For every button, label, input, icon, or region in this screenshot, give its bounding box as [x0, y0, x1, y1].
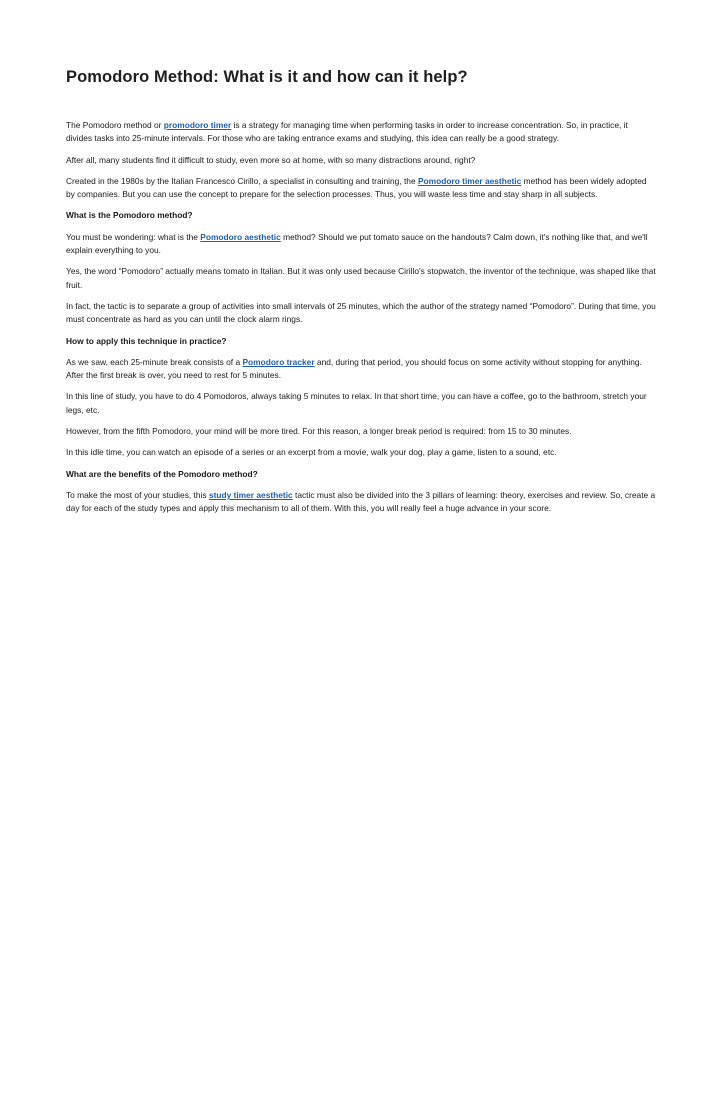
link-pomodoro-tracker[interactable]: Pomodoro tracker [242, 356, 315, 367]
paragraph-text: The Pomodoro method or [66, 120, 164, 130]
paragraph-text: and, during that period, you should focus on some activity without stopping for anything. After the first break is over, you need to rest for 5 minutes. [66, 356, 642, 381]
section-heading-what-is: What is the Pomodoro method? [66, 210, 193, 221]
paragraph-four-pomodoros: In this line of study, you have to do 4 Pomodoros, always taking 5 minutes to relax. In that short time, you can have a coffee, go to the bathroom, stretch your legs, etc. [66, 391, 647, 415]
paragraph-text: Created in the 1980s by the Italian Francesco Cirillo, a specialist in consulting and training, the [66, 175, 418, 186]
paragraph-text: method has been widely adopted by companies. But you can use the concept to prepare for the selection processes. Thus, you will waste less time and stay sharp in all subjects. [66, 175, 647, 200]
page-title: Pomodoro Method: What is it and how can it help? [66, 68, 468, 86]
document-page [66, 0, 656, 524]
paragraph-distractions: After all, many students find it difficult to study, even more so at home, with so many distractions around, right? [66, 154, 476, 165]
paragraph-text: You must be wondering: what is the [66, 231, 201, 242]
paragraph-text: tactic must also be divided into the 3 pillars of learning: theory, exercises and review. So, create a day for each of the study types and apply this mechanism to all of them. With this, you will really feel a huge advance in your score. [66, 489, 656, 514]
paragraph-text: To make the most of your studies, this [66, 489, 209, 500]
link-pomodoro-aesthetic[interactable]: Pomodoro aesthetic [200, 231, 281, 242]
paragraph-tomato: Yes, the word “Pomodoro” actually means tomato in Italian. But it was only used because Cirillo's stopwatch, the inventor of the technique, was shaped like that fruit. [66, 266, 656, 290]
paragraph-text: As we saw, each 25-minute break consists of a [66, 356, 243, 367]
paragraph-intervals: In fact, the tactic is to separate a group of activities into small intervals of 25 minutes, which the author of the strategy named “Pomodoro”. During that time, you must concentrate as hard as you can until the clock alarm rings. [66, 300, 656, 325]
link-pomodoro-timer-aesthetic[interactable]: Pomodoro timer aesthetic [417, 175, 522, 186]
paragraph-wondering [66, 231, 656, 258]
document-body [66, 119, 656, 516]
paragraph-text: method? Should we put tomato sauce on the handouts? Calm down, it's nothing like that, and we'll explain everything to you. [66, 231, 648, 256]
link-study-timer-aesthetic[interactable]: study timer aesthetic [208, 489, 293, 500]
paragraph-idle-time: In this idle time, you can watch an episode of a series or an excerpt from a movie, walk your dog, play a game, listen to a sound, etc. [66, 447, 557, 458]
paragraph-break [66, 356, 656, 383]
paragraph-intro [66, 119, 656, 146]
paragraph-history [66, 175, 656, 202]
section-heading-benefits: What are the benefits of the Pomodoro method? [66, 468, 258, 479]
paragraph-fifth-pomodoro: However, from the fifth Pomodoro, your mind will be more tired. For this reason, a longer break period is required: from 15 to 30 minutes. [66, 426, 572, 437]
paragraph-pillars [66, 489, 656, 516]
section-heading-how-to-apply: How to apply this technique in practice? [66, 335, 227, 346]
link-promodoro-timer[interactable]: promodoro timer [163, 120, 232, 130]
paragraph-text: is a strategy for managing time when performing tasks in order to increase concentration. So, in practice, it divides tasks into 25-minute intervals. For those who are taking entrance exams and studying, this idea can really be a good strategy. [66, 120, 628, 144]
